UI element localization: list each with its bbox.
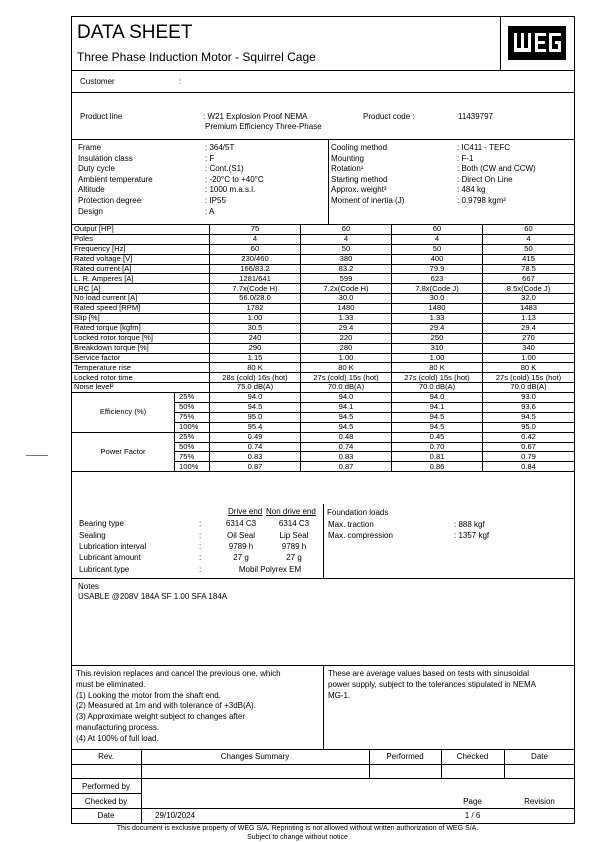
performance-value: 30.0 xyxy=(301,294,392,304)
performance-row xyxy=(72,284,575,294)
drive-end-header: Drive end xyxy=(228,507,263,516)
efficiency-row xyxy=(72,393,575,403)
footnotes-left: This revision replaces and cancel the previous one, which must be eliminated. (1) Looking the motor from the shaft end. (2) Measured at 1m and with tolerance of +3dB(A). (3) Approximate weight subject to changes after manufacturing process. (4) At 100% of full load. xyxy=(76,669,281,743)
efficiency-value: 94.5 xyxy=(301,412,392,422)
power-factor-value: 0.87 xyxy=(210,462,301,472)
product-line-label: Product line xyxy=(80,112,123,121)
bearing-row-label: Lubrication interval xyxy=(79,542,147,551)
bearing-drive-end-value: 27 g xyxy=(233,553,249,562)
customer-divider xyxy=(71,92,575,93)
product-line-value-2: Premium Efficiency Three-Phase xyxy=(205,122,322,131)
performance-value: 1782 xyxy=(210,304,301,314)
efficiency-value: 94.5 xyxy=(392,422,483,432)
spec-row: Rotation¹ : Both (CW and CCW) xyxy=(331,164,536,174)
rev-row-line xyxy=(71,808,575,809)
rev-top xyxy=(71,749,575,750)
performance-value: 1480 xyxy=(392,304,483,314)
page-title: DATA SHEET xyxy=(77,22,193,43)
date-value: 29/10/2024 xyxy=(155,811,196,820)
performance-label: L. R. Amperes [A] xyxy=(72,274,210,284)
notes-title: Notes xyxy=(78,582,99,591)
rev-header: Rev. xyxy=(98,752,114,761)
power-factor-value: 0.67 xyxy=(483,442,575,452)
performance-value: 50 xyxy=(483,244,575,254)
performance-value: 340 xyxy=(483,343,575,353)
performance-label: Locked rotor time xyxy=(72,373,210,383)
performance-value: 4 xyxy=(210,234,301,244)
performance-table xyxy=(71,224,575,472)
performance-value: 599 xyxy=(301,274,392,284)
power-factor-value: 0.87 xyxy=(301,462,392,472)
performance-value: 230/460 xyxy=(210,254,301,264)
performance-value: 380 xyxy=(301,254,392,264)
margin-mark xyxy=(26,455,48,456)
performance-value: 60 xyxy=(483,225,575,235)
performance-value: 250 xyxy=(392,333,483,343)
performance-value: 27s (cold) 15s (hot) xyxy=(483,373,575,383)
performance-value: 70.0 dB(A) xyxy=(392,383,483,393)
bearing-non-drive-end-value: Lip Seal xyxy=(279,531,309,540)
efficiency-value: 94.0 xyxy=(210,393,301,403)
header-divider xyxy=(71,70,575,71)
load-label: 75% xyxy=(175,452,210,462)
spec-row: Cooling method : IC411 - TEFC xyxy=(331,143,511,152)
performance-value: 30.5 xyxy=(210,323,301,333)
efficiency-value: 94.5 xyxy=(483,412,575,422)
performance-label: Service factor xyxy=(72,353,210,363)
logo-divider xyxy=(500,16,501,70)
spec-row: Starting method : Direct On Line xyxy=(331,174,513,184)
performance-value: 50 xyxy=(301,244,392,254)
customer-label: Customer xyxy=(80,77,115,86)
spec-row: Frame : 364/5T xyxy=(78,143,235,152)
performance-value: 60 xyxy=(392,225,483,235)
power-factor-value: 0.79 xyxy=(483,452,575,462)
efficiency-value: 95.0 xyxy=(483,422,575,432)
performance-value: 70.0 dB(A) xyxy=(301,383,392,393)
power-factor-value: 0.74 xyxy=(210,442,301,452)
performance-value: 27s (cold) 15s (hot) xyxy=(392,373,483,383)
spec-row: Approx. weight³ : 484 kg xyxy=(331,185,486,195)
efficiency-value: 94.0 xyxy=(392,393,483,403)
performance-row xyxy=(72,234,575,244)
performance-value: 75 xyxy=(210,225,301,235)
performance-label: Noise level² xyxy=(72,383,210,393)
performance-value: 623 xyxy=(392,274,483,284)
foundation-row: Max. compression xyxy=(328,531,393,540)
performance-row xyxy=(72,294,575,304)
performance-value: 7.8x(Code J) xyxy=(392,284,483,294)
performance-value: 80 K xyxy=(392,363,483,373)
performance-label: Frequency [Hz] xyxy=(72,244,210,254)
efficiency-value: 94.0 xyxy=(301,393,392,403)
bearing-row-label: Lubricant amount xyxy=(79,553,141,562)
efficiency-value: 94.5 xyxy=(301,422,392,432)
rev-row-line xyxy=(71,778,575,779)
performance-value: 1480 xyxy=(301,304,392,314)
power-factor-label: Power Factor xyxy=(72,432,175,472)
performance-label: Breakdown torque [%] xyxy=(72,343,210,353)
bearing-row-sep: : xyxy=(199,531,202,540)
performance-row xyxy=(72,314,575,324)
power-factor-value: 0.45 xyxy=(392,432,483,442)
performance-value: 8.5x(Code J) xyxy=(483,284,575,294)
performance-label: Slip [%] xyxy=(72,314,210,324)
performance-row xyxy=(72,254,575,264)
performance-value: 270 xyxy=(483,333,575,343)
bearing-row-sep: : xyxy=(199,542,202,551)
performance-row xyxy=(72,383,575,393)
revision-label: Revision xyxy=(524,797,555,806)
performance-value: 1.33 xyxy=(301,314,392,324)
foundation-value: : 1357 kgf xyxy=(454,531,490,540)
performance-label: No load current [A] xyxy=(72,294,210,304)
performance-label: LRC [A] xyxy=(72,284,210,294)
efficiency-value: 94.1 xyxy=(301,403,392,413)
changes-header: Changes Summary xyxy=(220,752,290,761)
power-factor-value: 0.86 xyxy=(392,462,483,472)
product-line-value: : W21 Explosion Proof NEMA xyxy=(203,112,308,121)
load-label: 100% xyxy=(175,462,210,472)
performance-label: Rated torque [kgfm] xyxy=(72,323,210,333)
specs-divider xyxy=(328,139,329,224)
notes-text: USABLE @208V 184A SF 1.00 SFA 184A xyxy=(78,592,228,601)
performance-value: 32.0 xyxy=(483,294,575,304)
bearing-bottom-divider xyxy=(71,578,575,579)
performance-label: Locked rotor torque [%] xyxy=(72,333,210,343)
rev-header-bottom xyxy=(71,764,575,765)
performance-value: 667 xyxy=(483,274,575,284)
bearing-row-sep: : xyxy=(199,519,202,528)
efficiency-value: 94.1 xyxy=(392,403,483,413)
performance-row xyxy=(72,343,575,353)
performance-row xyxy=(72,363,575,373)
weg-logo xyxy=(508,26,566,60)
lubricant-type-sep: : xyxy=(199,565,202,574)
performance-row xyxy=(72,264,575,274)
performance-value: 60 xyxy=(210,244,301,254)
performance-label: Output [HP] xyxy=(72,225,210,235)
bearing-row-label: Sealing xyxy=(79,531,106,540)
performance-value: 1.00 xyxy=(301,353,392,363)
performance-value: 4 xyxy=(483,234,575,244)
performance-value: 310 xyxy=(392,343,483,353)
footer-change-notice: Subject to change without notice xyxy=(247,834,348,841)
performed-by-label: Performed by xyxy=(81,782,131,791)
product-divider xyxy=(71,139,575,140)
performance-value: 70.0 dB(A) xyxy=(483,383,575,393)
bearing-drive-end-value: Oil Seal xyxy=(226,531,255,540)
performance-value: 7.2x(Code H) xyxy=(301,284,392,294)
product-code-value: 11439797 xyxy=(458,112,493,121)
power-factor-value: 0.83 xyxy=(210,452,301,462)
performance-value: 1.33 xyxy=(392,314,483,324)
power-factor-row xyxy=(72,432,575,442)
efficiency-label: Efficiency (%) xyxy=(72,393,175,433)
load-label: 50% xyxy=(175,403,210,413)
efficiency-value: 93.0 xyxy=(483,393,575,403)
page-subtitle: Three Phase Induction Motor - Squirrel Cage xyxy=(77,50,316,64)
performance-value: 79.9 xyxy=(392,264,483,274)
checked-header: Checked xyxy=(456,752,489,761)
footnotes-right: These are average values based on tests with sinusoidal power supply, subject to the tolerances stipulated in NEMA MG-1. xyxy=(328,669,536,700)
spec-row: Mounting : F-1 xyxy=(331,153,474,163)
performance-value: 80 K xyxy=(301,363,392,373)
foundation-value: : 888 kgf xyxy=(454,520,485,529)
non-drive-end-header: Non drive end xyxy=(266,507,316,516)
performance-value: 29.4 xyxy=(301,323,392,333)
page-label: Page xyxy=(463,797,482,806)
power-factor-value: 0.48 xyxy=(301,432,392,442)
power-factor-value: 0.74 xyxy=(301,442,392,452)
spec-row: Altitude : 1000 m.a.s.l. xyxy=(78,185,256,195)
rev-row-line xyxy=(71,793,141,794)
performance-value: 1.00 xyxy=(210,314,301,324)
specs-right xyxy=(331,143,536,207)
bearing-row-sep: : xyxy=(199,553,202,562)
page-value: 1 / 6 xyxy=(464,811,481,820)
power-factor-value: 0.70 xyxy=(392,442,483,452)
performance-value: 415 xyxy=(483,254,575,264)
performance-row xyxy=(72,353,575,363)
bearing-non-drive-end-value: 27 g xyxy=(286,553,302,562)
load-label: 50% xyxy=(175,442,210,452)
performance-value: 29.4 xyxy=(483,323,575,333)
lubricant-type-label: Lubricant type xyxy=(79,565,130,574)
performance-value: 1.00 xyxy=(392,353,483,363)
bearing-drive-end-value: 6314 C3 xyxy=(225,519,257,528)
performance-value: 56.0/28.0 xyxy=(210,294,301,304)
performance-row xyxy=(72,323,575,333)
efficiency-value: 94.5 xyxy=(210,403,301,413)
performance-value: 78.5 xyxy=(483,264,575,274)
performance-label: Rated voltage [V] xyxy=(72,254,210,264)
spec-row: Protection degree : IP55 xyxy=(78,195,226,205)
efficiency-value: 95.4 xyxy=(210,422,301,432)
performance-value: 1.00 xyxy=(483,353,575,363)
performance-value: 83.2 xyxy=(301,264,392,274)
efficiency-value: 95.0 xyxy=(210,412,301,422)
performance-row xyxy=(72,373,575,383)
performance-label: Temperature rise xyxy=(72,363,210,373)
performance-value: 220 xyxy=(301,333,392,343)
spec-row: Ambient temperature : -20°C to +40°C xyxy=(78,174,264,184)
power-factor-value: 0.49 xyxy=(210,432,301,442)
performance-value: 28s (cold) 16s (hot) xyxy=(210,373,301,383)
product-code-label: Product code : xyxy=(363,112,415,121)
footer-ownership: This document is exclusive property of WEG S/A. Reprinting is not allowed without written authorization of WEG S/A. xyxy=(116,825,479,832)
performance-value: 166/83.2 xyxy=(210,264,301,274)
performance-value: 1483 xyxy=(483,304,575,314)
performance-value: 4 xyxy=(301,234,392,244)
performance-value: 80 K xyxy=(483,363,575,373)
performance-row xyxy=(72,333,575,343)
performance-label: Rated current [A] xyxy=(72,264,210,274)
performance-value: 27s (cold) 15s (hot) xyxy=(301,373,392,383)
spec-row: Insulation class : F xyxy=(78,153,215,163)
efficiency-value: 94.5 xyxy=(392,412,483,422)
performance-value: 280 xyxy=(301,343,392,353)
bearing-drive-end-value: 9789 h xyxy=(228,542,254,551)
efficiency-value: 93.6 xyxy=(483,403,575,413)
bearing-non-drive-end-value: 9789 h xyxy=(281,542,307,551)
performance-value: 400 xyxy=(392,254,483,264)
performance-value: 4 xyxy=(392,234,483,244)
performance-row xyxy=(72,304,575,314)
spec-row: Duty cycle : Cont.(S1) xyxy=(78,164,244,174)
performance-row xyxy=(72,225,575,235)
checked-by-label: Checked by xyxy=(84,797,128,806)
lubricant-type-value: Mobil Polyrex EM xyxy=(238,565,302,574)
performance-value: 7.7x(Code H) xyxy=(210,284,301,294)
performance-value: 1.13 xyxy=(483,314,575,324)
spec-row: Design : A xyxy=(78,206,215,216)
foundation-row: Max. traction xyxy=(328,520,374,529)
power-factor-value: 0.84 xyxy=(483,462,575,472)
performance-row xyxy=(72,274,575,284)
performance-value: 1.15 xyxy=(210,353,301,363)
performance-value: 75.0 dB(A) xyxy=(210,383,301,393)
specs-left xyxy=(78,143,264,217)
spec-row: Moment of inertia (J) : 0.9798 kgm² xyxy=(331,195,506,205)
foundation-title: Foundation loads xyxy=(327,508,389,517)
performance-value: 29.4 xyxy=(392,323,483,333)
bearing-divider xyxy=(323,504,324,578)
performance-value: 240 xyxy=(210,333,301,343)
bearing-non-drive-end-value: 6314 C3 xyxy=(278,519,310,528)
performance-value: 50 xyxy=(392,244,483,254)
performance-value: 60 xyxy=(301,225,392,235)
performance-value: 80 K xyxy=(210,363,301,373)
performance-label: Rated speed [RPM] xyxy=(72,304,210,314)
performance-value: 30.0 xyxy=(392,294,483,304)
power-factor-value: 0.42 xyxy=(483,432,575,442)
performance-value: 1281/641 xyxy=(210,274,301,284)
load-label: 25% xyxy=(175,393,210,403)
performance-row xyxy=(72,244,575,254)
bearing-row-label: Bearing type xyxy=(79,519,124,528)
load-label: 25% xyxy=(175,432,210,442)
footnotes-divider xyxy=(323,665,324,749)
performance-label: Poles xyxy=(72,234,210,244)
customer-sep: : xyxy=(179,77,182,86)
load-label: 75% xyxy=(175,412,210,422)
date-label: Date xyxy=(97,811,115,820)
load-label: 100% xyxy=(175,422,210,432)
performed-header: Performed xyxy=(386,752,424,761)
power-factor-value: 0.83 xyxy=(301,452,392,462)
performance-value: 290 xyxy=(210,343,301,353)
date-header: Date xyxy=(531,752,548,761)
power-factor-value: 0.81 xyxy=(392,452,483,462)
